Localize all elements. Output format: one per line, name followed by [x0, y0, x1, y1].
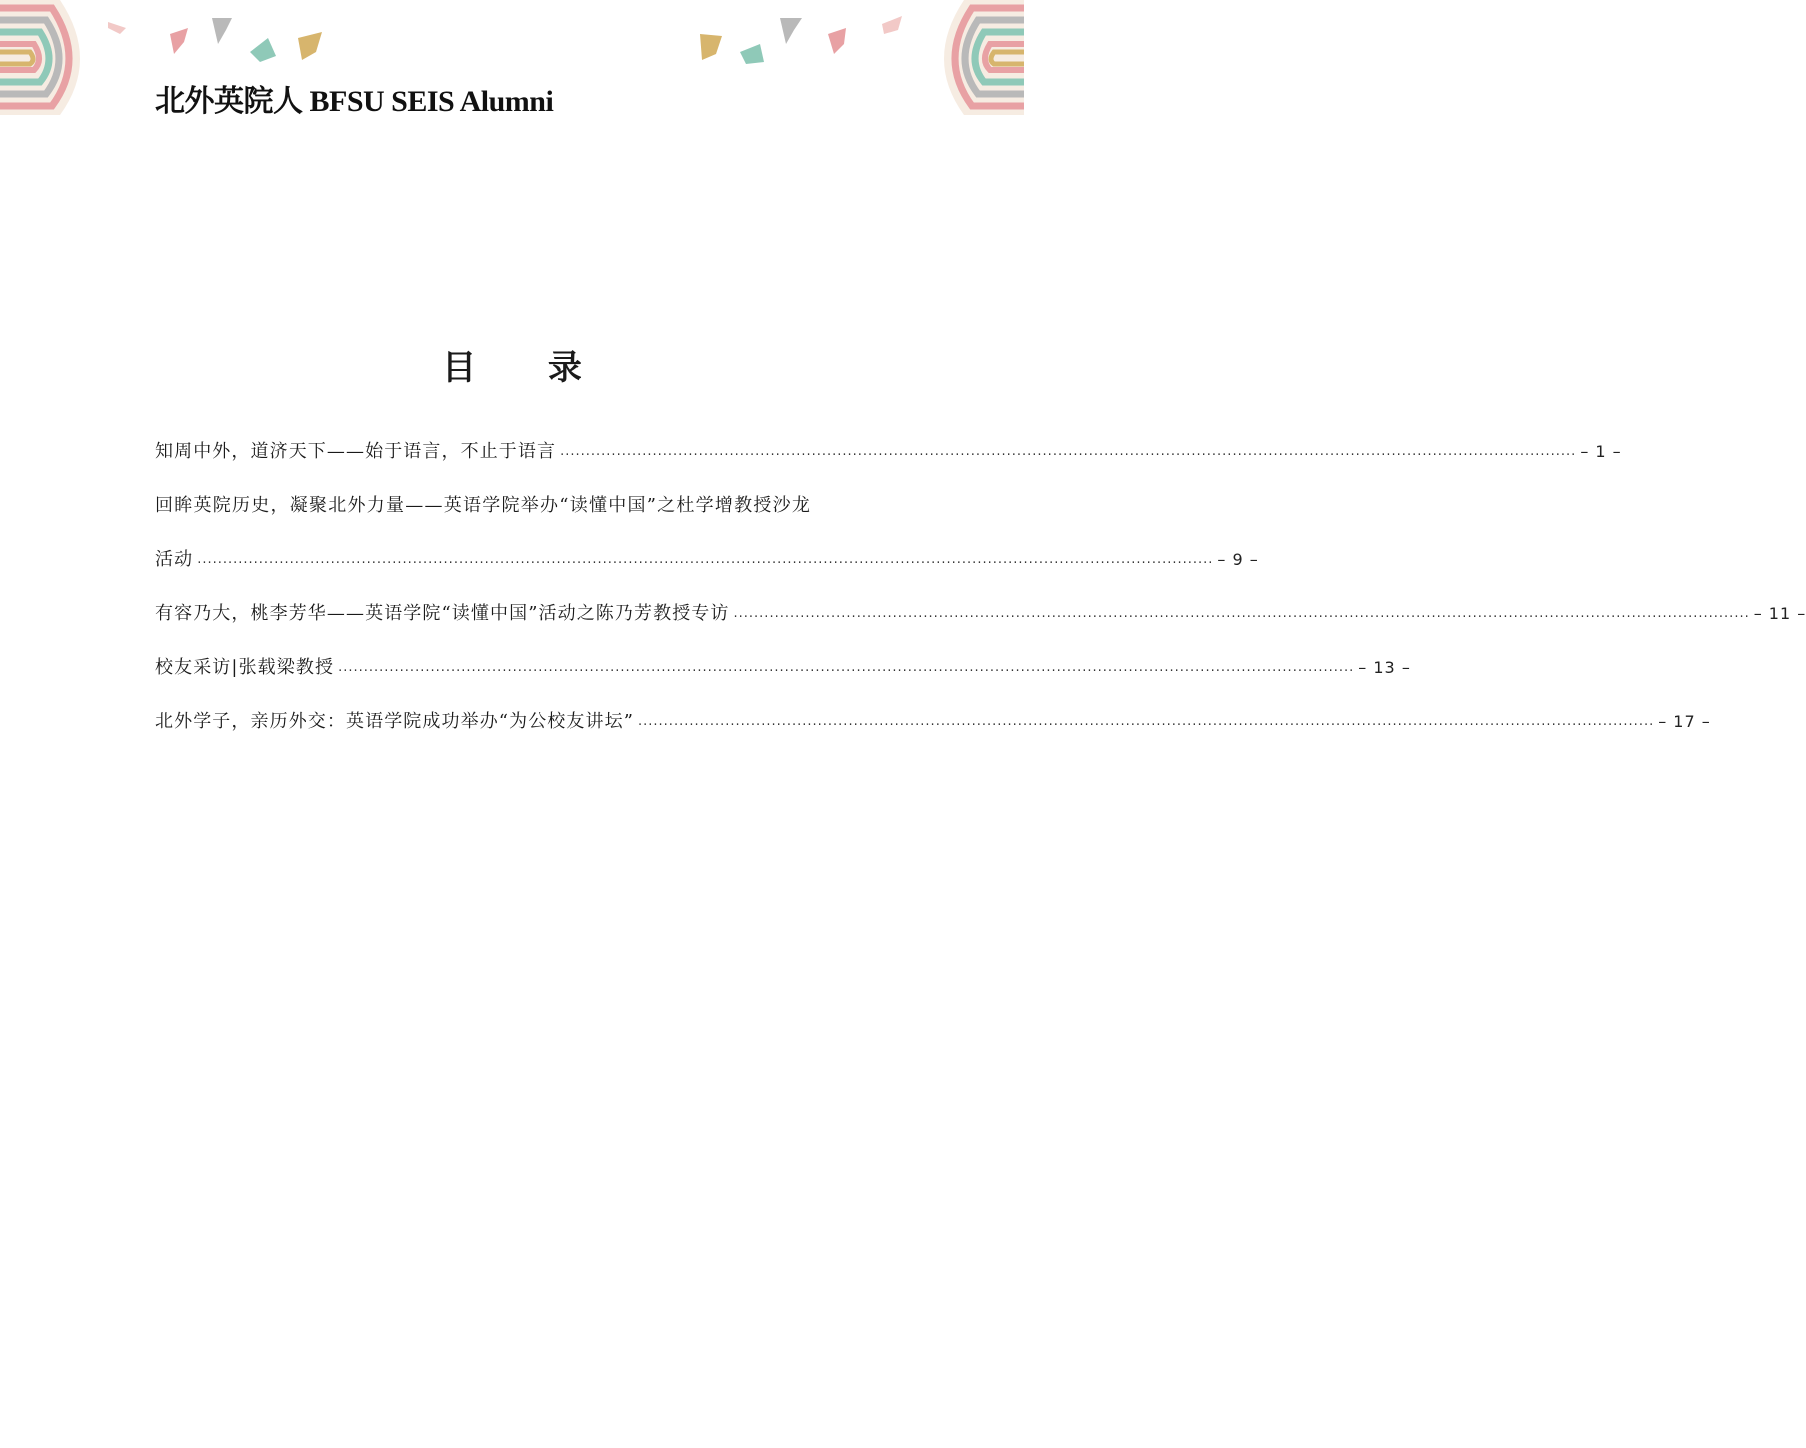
toc-leader: ......................................................................................................................................................................................................: [733, 606, 1750, 621]
toc-entry[interactable]: [155, 425, 1622, 479]
toc-entry-title: 回眸英院历史，凝聚北外力量——英语学院举办“读懂中国”之杜学增教授沙龙: [155, 495, 812, 516]
toc-entry-page: – 9 –: [1217, 550, 1259, 569]
toc-entry-title: 知周中外，道济天下——始于语言，不止于语言: [155, 441, 557, 462]
toc-leader: ......................................................................................................................................................................................................: [197, 552, 1214, 567]
toc-entry[interactable]: [155, 695, 1711, 749]
toc-leader: ......................................................................................................................................................................................................: [638, 714, 1655, 729]
table-of-contents: [155, 425, 1806, 749]
toc-entry-page: – 17 –: [1658, 712, 1711, 731]
toc-entry[interactable]: [155, 533, 1259, 587]
toc-leader: ......................................................................................................................................................................................................: [560, 444, 1577, 459]
toc-entry-title: 活动: [155, 549, 194, 570]
toc-entry-page: – 11 –: [1753, 604, 1806, 623]
toc-entry-title: 校友采访|张载梁教授: [155, 657, 335, 678]
rainbow-arcs-left: [0, 0, 80, 115]
toc-entry-page: – 13 –: [1358, 658, 1411, 677]
toc-entry[interactable]: [155, 479, 868, 533]
toc-entry[interactable]: [155, 587, 1806, 641]
toc-heading: 目 录: [442, 348, 612, 388]
leaf-shapes: [108, 16, 902, 64]
toc-entry[interactable]: [155, 641, 1411, 695]
toc-leader: ......................................................................................................................................................................................................: [338, 660, 1355, 675]
toc-entry-title: 有容乃大，桃李芳华——英语学院“读懂中国”活动之陈乃芳教授专访: [155, 603, 730, 624]
toc-entry-page: – 1 –: [1580, 442, 1622, 461]
header-title: 北外英院人 BFSU SEIS Alumni: [155, 85, 554, 118]
toc-entry-title: 北外学子，亲历外交：英语学院成功举办“为公校友讲坛”: [155, 711, 635, 732]
rainbow-arcs-right: [944, 0, 1024, 115]
